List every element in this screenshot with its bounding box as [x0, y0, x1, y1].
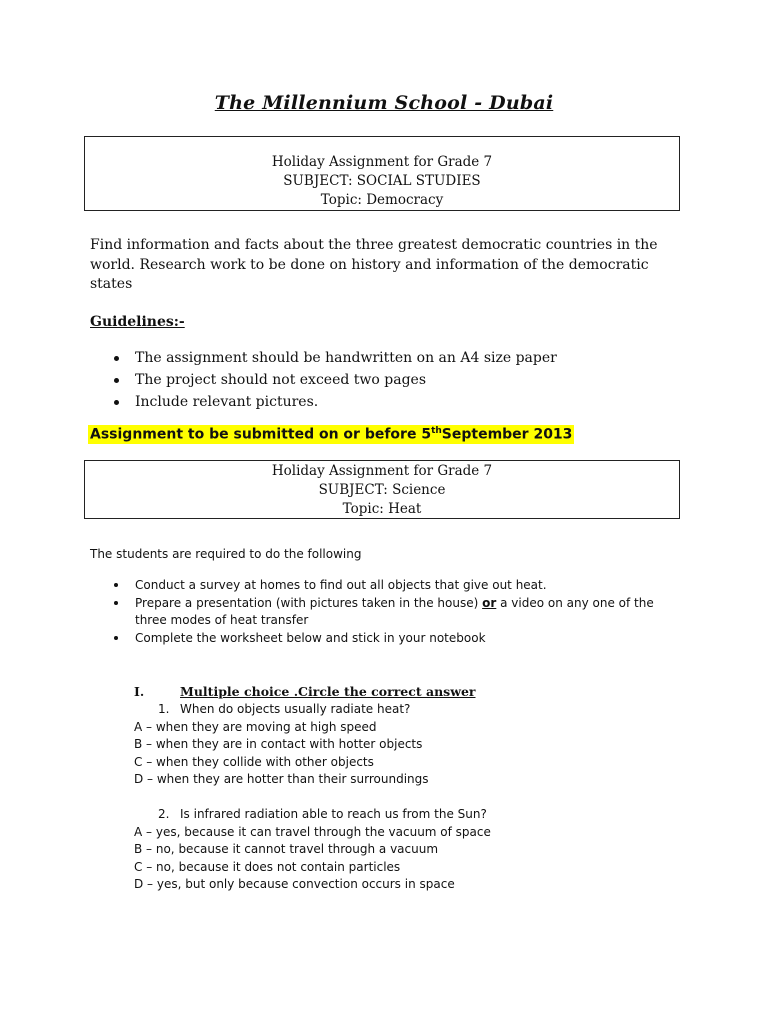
section-number: I.	[134, 684, 145, 699]
subject-line: SUBJECT: SOCIAL STUDIES	[283, 173, 481, 189]
science-assignment-box	[84, 460, 680, 519]
bullet-icon	[114, 636, 118, 640]
answer-option: C – no, because it does not contain particles	[134, 859, 401, 874]
bullet-icon	[114, 356, 119, 361]
section-title: Multiple choice .Circle the correct answer	[180, 684, 476, 699]
answer-option: D – when they are hotter than their surroundings	[134, 772, 429, 786]
list-item: The project should not exceed two pages	[90, 370, 557, 392]
question-text: 2. Is infrared radiation able to reach us from the Sun?	[158, 807, 487, 821]
answer-option: D – yes, but only because convection occurs in space	[134, 877, 455, 891]
science-task-list	[90, 577, 675, 648]
list-item: Conduct a survey at homes to find out all objects that give out heat.	[90, 577, 675, 594]
bullet-icon	[114, 583, 118, 587]
or-emphasis: or	[482, 596, 497, 610]
question-text: 1. When do objects usually radiate heat?	[158, 702, 411, 716]
subject-line: SUBJECT: Science	[318, 482, 446, 498]
question-block	[134, 701, 429, 789]
students-instruction: The students are required to do the following	[90, 547, 362, 561]
bullet-icon	[114, 601, 118, 605]
answer-option: B – when they are in contact with hotter objects	[134, 737, 423, 751]
section-heading	[134, 684, 476, 699]
bullet-icon	[114, 400, 119, 405]
topic-line: Topic: Heat	[342, 501, 422, 517]
intro-paragraph: Find information and facts about the three greatest democratic countries in the world. Research work to be done on history and information of the democratic states	[90, 237, 658, 292]
question-block	[134, 806, 491, 894]
bullet-icon	[114, 378, 119, 383]
list-item: The assignment should be handwritten on an A4 size paper	[90, 348, 557, 370]
list-item: Include relevant pictures.	[90, 392, 557, 414]
guidelines-heading: Guidelines:-	[90, 314, 185, 330]
assignment-grade-line: Holiday Assignment for Grade 7	[271, 463, 493, 479]
answer-option: A – when they are moving at high speed	[134, 719, 377, 734]
answer-option: A – yes, because it can travel through the vacuum of space	[134, 824, 491, 839]
assignment-grade-line: Holiday Assignment for Grade 7	[271, 154, 493, 170]
topic-line: Topic: Democracy	[320, 192, 444, 208]
list-item: Complete the worksheet below and stick in your notebook	[90, 630, 675, 647]
list-item: Prepare a presentation (with pictures taken in the house) or a video on any one of the three modes of heat transfer	[90, 595, 675, 629]
guidelines-list	[90, 348, 557, 414]
answer-option: B – no, because it cannot travel through a vacuum	[134, 842, 439, 856]
answer-option: C – when they collide with other objects	[134, 754, 374, 769]
social-studies-assignment-box	[84, 136, 680, 211]
deadline-notice: Assignment to be submitted on or before 5thSeptember 2013	[90, 426, 573, 443]
school-title: The Millennium School - Dubai	[214, 92, 554, 114]
